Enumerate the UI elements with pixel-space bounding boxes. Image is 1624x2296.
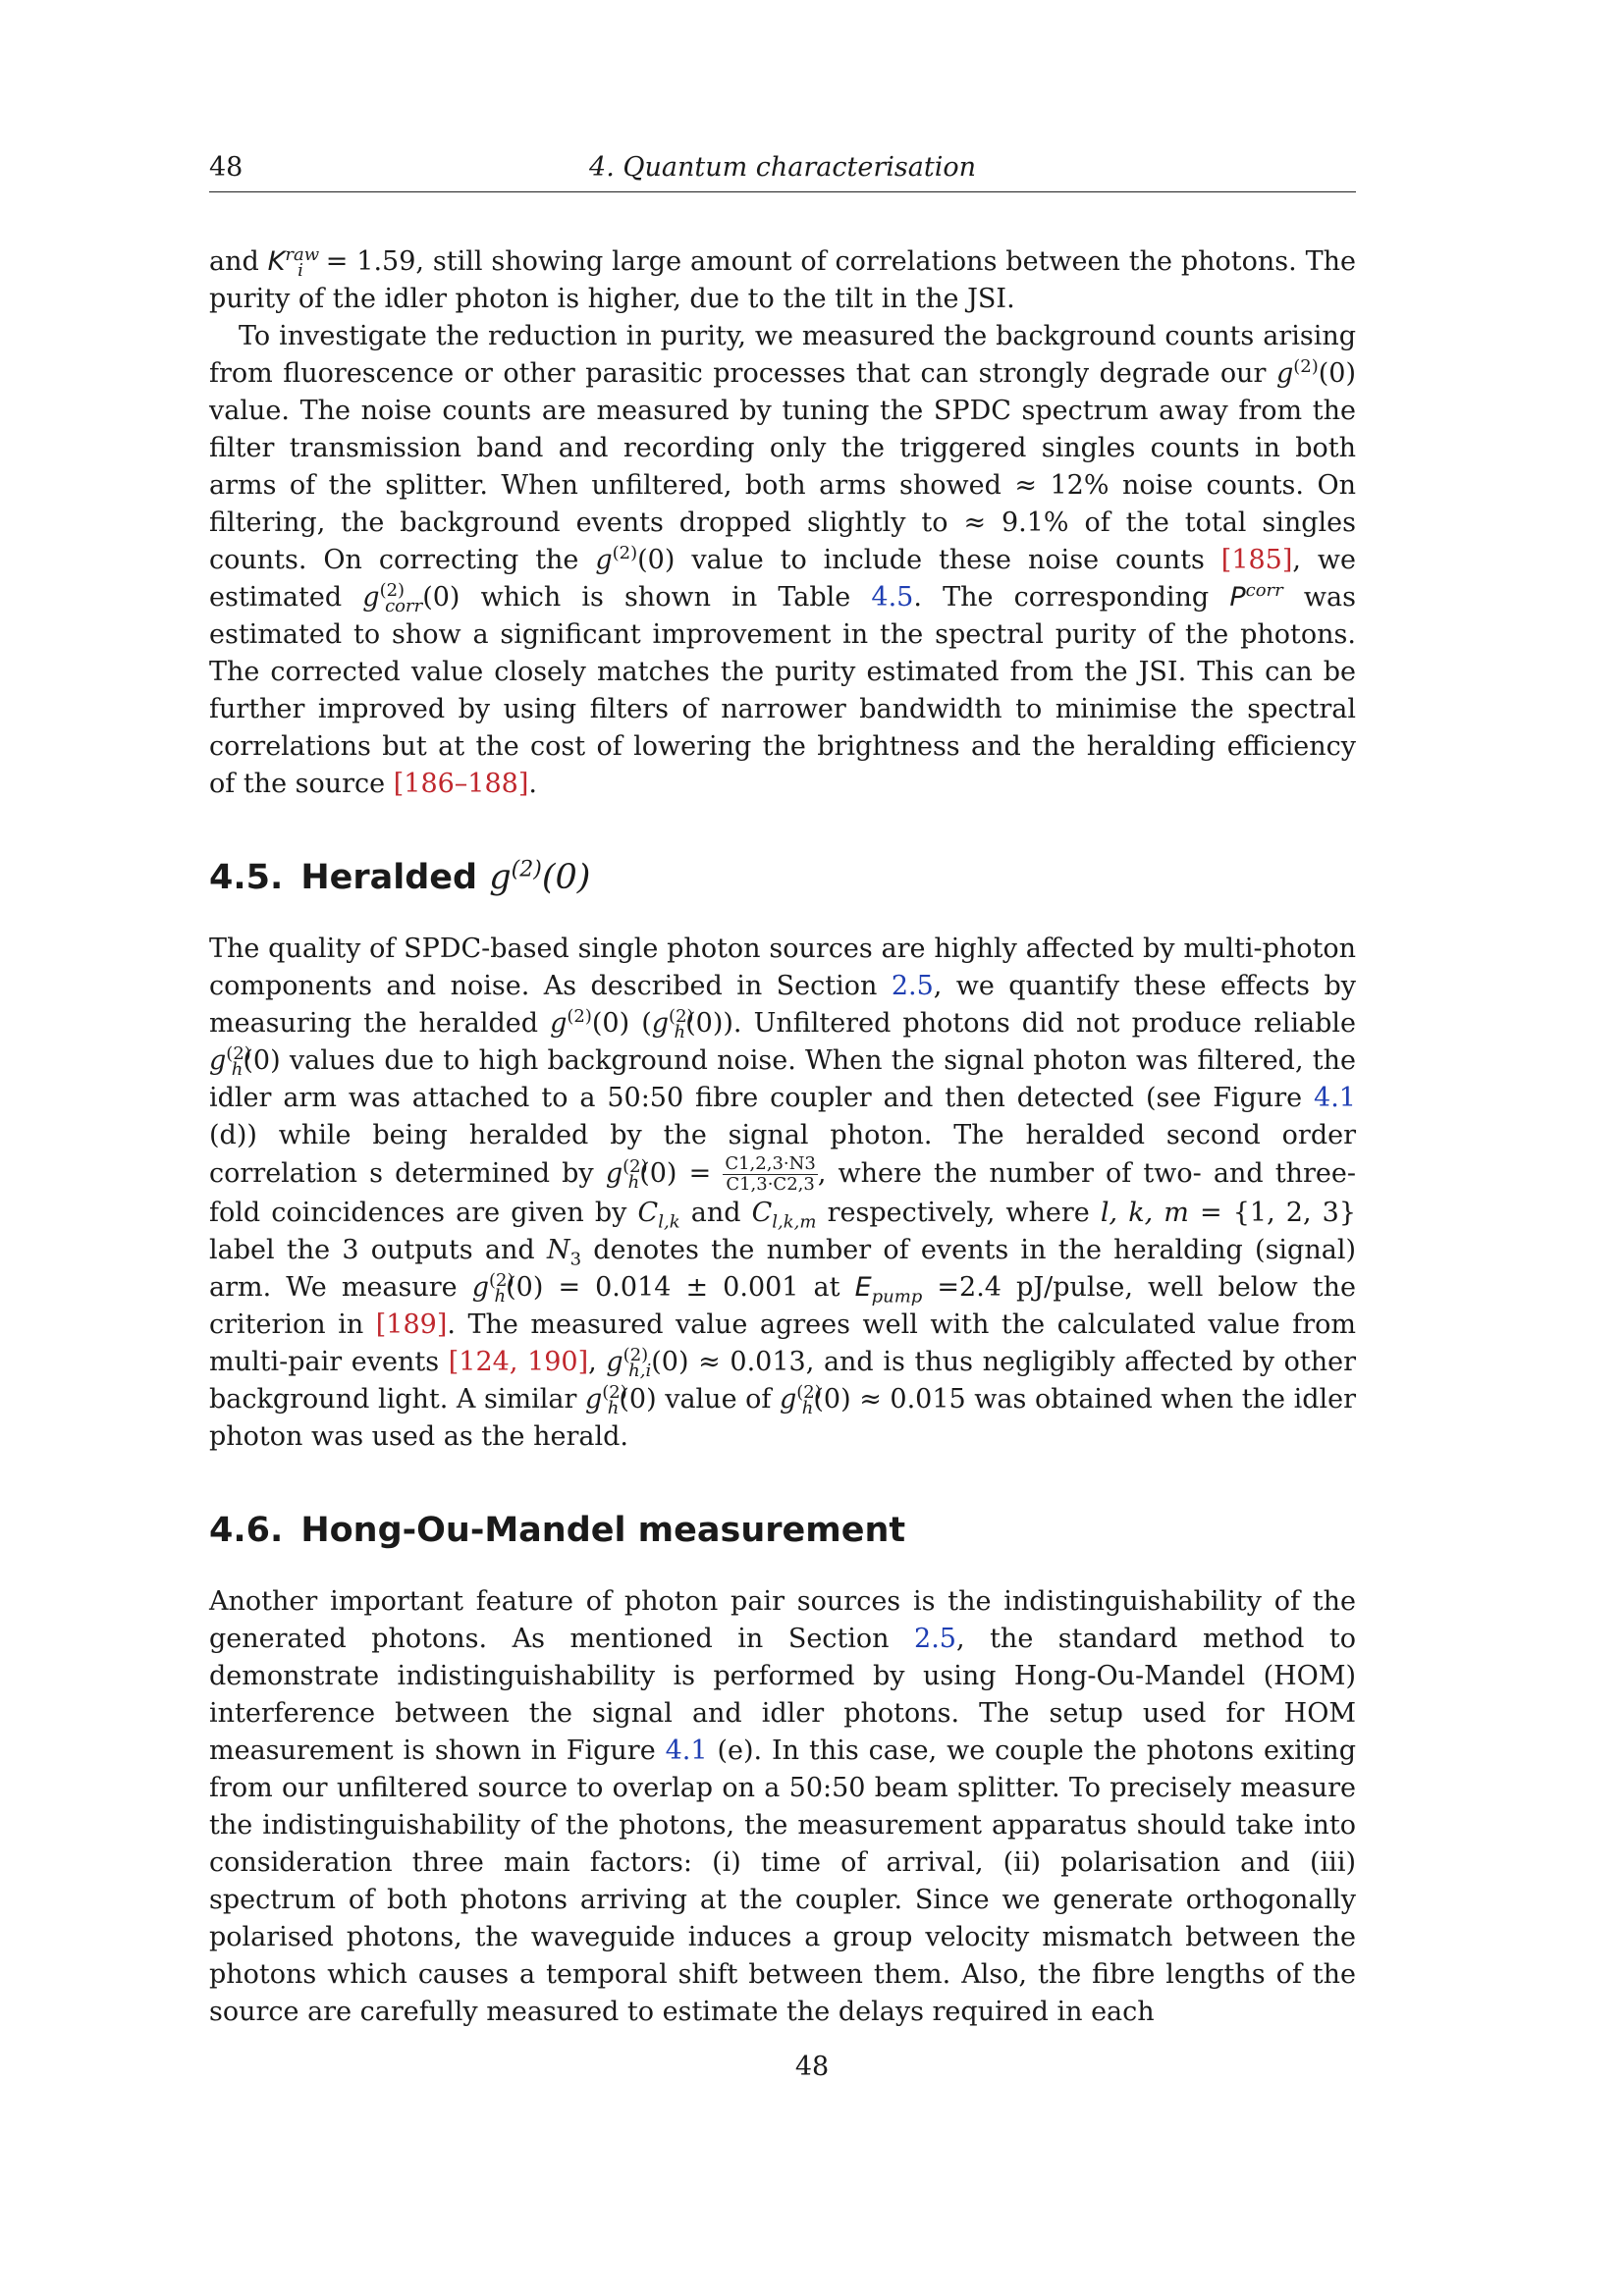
citation-link[interactable]: [185] (1220, 545, 1293, 575)
figure-reference-link[interactable]: 4.1 (665, 1735, 708, 1766)
citation-link[interactable]: [186–188] (393, 769, 529, 799)
paragraph-continued: and $K^{raw}_i = 1.59$, still showing large amount of correlations between the photons. The purity of the idler photon is higher, due to the tilt in the JSI. (209, 244, 1356, 314)
paragraph-heralded-g2: The quality of SPDC-based single photon sources are highly affected by multi-photon components and noise. As described in Section 2.5, we quantify these effects by measuring the heralded $g^{(2)}(0)$ $(g^{(2)}_h(0))$. Unfiltered photons did not produce reliable $g^{(2)}_h(0)$ values due to high background noise. When the signal photon was filtered, the idler arm was attached to a 50:50 fibre coupler and then detected (see Figure 4.1 (d)) while being heralded by the signal photon. The heralded second order correlation s determined by $g^{(2)}_h(0)$ = $\frac{C1,2,3\cdot N3}{C1,3\cdot C2,3}$ , where the number of two- and three-fold coincidences are given by $C_{l,k}$ and $C_{l,k,m}$ respectively, where l, k, m = {1, 2, 3} label the 3 outputs and $N_3$ denotes the number of events in the heralding (signal) arm. We measure $g^{(2)}_h(0) = 0.014 \pm 0.001$ at $E_{pump} =2.4$ pJ/pulse, well below the criterion in [189]. The measured value agrees well with the calculated value from multi-pair events [124, 190], $g^{(2)}_{h,i}(0) \approx 0.013$, and is thus negligibly affected by other background light. A similar $g^{(2)}_h(0)$ value of $g^{(2)}_h(0) \approx 0.015$ was obtained when the idler photon was used as the herald. (209, 934, 1357, 1452)
running-header (209, 152, 1356, 192)
section-reference-link[interactable]: 2.5 (914, 1624, 956, 1654)
footer-page-number: 48 (794, 2052, 830, 2082)
g2-fraction: $\frac{C1,2,3\cdot N3}{C1,3\cdot C2,3}$ (725, 1153, 816, 1195)
paragraph-hom: Another important feature of photon pair sources is the indistinguishability of the generated photons. As mentioned in Section 2.5, the standard method to demonstrate indistinguishability is performed by using Hong-Ou-Mandel (HOM) interference between the signal and idler photons. The setup used for HOM measurement is shown in Figure 4.1 (e). In this case, we couple the photons exiting from our unfiltered source to overlap on a 50:50 beam splitter. To precisely measure the indistinguishability of the photons, the measurement apparatus should take into consideration three main factors: (i) time of arrival, (ii) polarisation and (iii) spectrum of both photons arriving at the coupler. Since we generate orthogonally polarised photons, the waveguide induces a group velocity mismatch between the photons which causes a temporal shift between them. Also, the fibre lengths of the source are carefully measured to estimate the delays required in each (209, 1586, 1357, 2027)
header-page-number: 48 (209, 152, 244, 183)
table-reference-link[interactable]: 4.5 (871, 582, 914, 613)
section-heading-4-5: 4.5. Heralded $g^{(2)}(0)$ (209, 857, 591, 897)
citation-link[interactable]: [189] (375, 1309, 448, 1340)
section-reference-link[interactable]: 2.5 (891, 971, 934, 1001)
citation-link[interactable]: [124, 190] (448, 1347, 589, 1377)
figure-reference-link[interactable]: 4.1 (1314, 1083, 1356, 1113)
paragraph-background-counts: To investigate the reduction in purity, we measured the background counts arising from fluorescence or other parasitic processes that can strongly degrade our $g^{(2)}(0)$ value. The noise counts are measured by tuning the SPDC spectrum away from the filter transmission band and recording only the triggered singles counts in both arms of the splitter. When unfiltered, both arms showed ≈ 12% noise counts. On filtering, the background events dropped slightly to ≈ 9.1% of the total singles counts. On correcting the $g^{(2)}(0)$ value to include these noise counts [185], we estimated $g^{(2)}_{corr}(0)$ which is shown in Table 4.5. The corresponding $P^{corr}$ was estimated to show a significant improvement in the spectral purity of the photons. The corrected value closely matches the purity estimated from the JSI. This can be further improved by using filters of narrower bandwidth to minimise the spectral correlations but at the cost of lowering the brightness and the heralding efficiency of the source [186–188]. (209, 321, 1357, 799)
header-chapter-title: 4. Quantum characterisation (589, 152, 976, 183)
page-body (209, 243, 1356, 2031)
section-heading-4-6: 4.6. Hong-Ou-Mandel measurement (209, 1511, 906, 1550)
